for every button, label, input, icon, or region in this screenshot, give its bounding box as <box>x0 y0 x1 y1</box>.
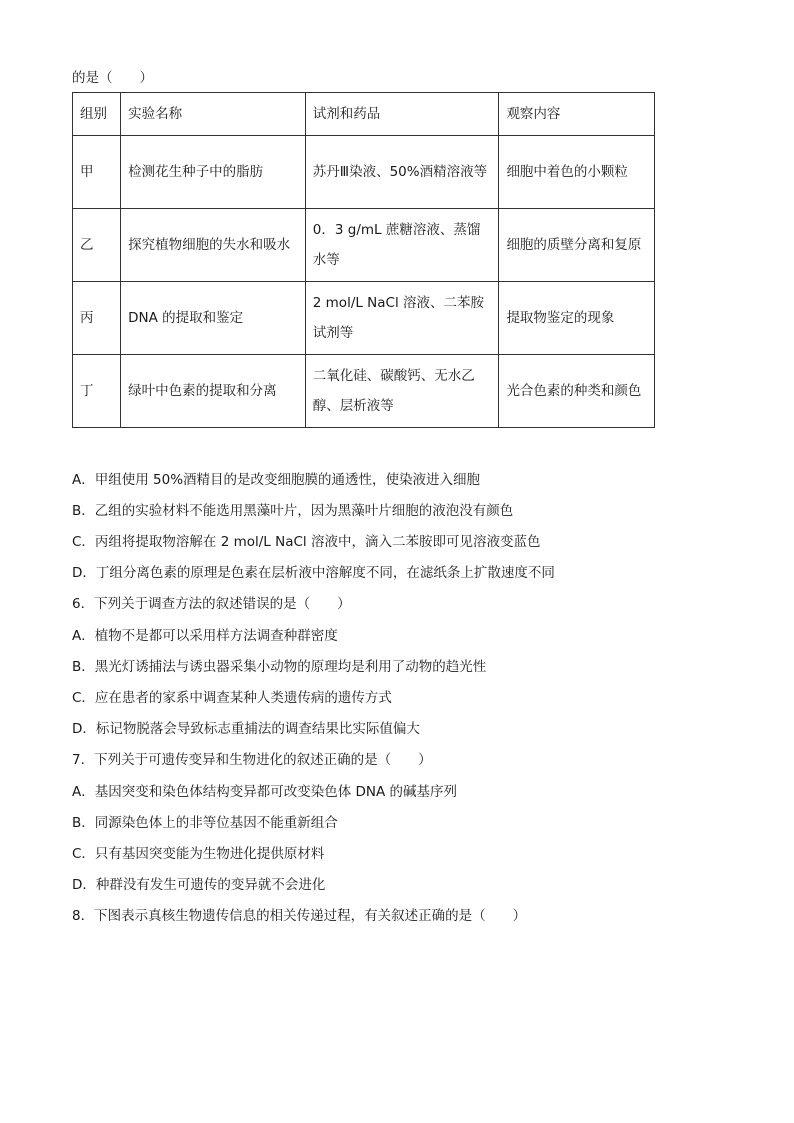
header-observation: 观察内容 <box>499 93 655 136</box>
table-cell: 细胞的质壁分离和复原 <box>499 209 655 282</box>
table-cell: 检测花生种子中的脂肪 <box>121 136 306 209</box>
table-cell: 绿叶中色素的提取和分离 <box>121 355 306 428</box>
table-cell: 提取物鉴定的现象 <box>499 282 655 355</box>
q6-option-b: B．黑光灯诱捕法与诱虫器采集小动物的原理均是利用了动物的趋光性 <box>72 659 487 675</box>
q7-option-a: A．基因突变和染色体结构变异都可改变染色体 DNA 的碱基序列 <box>72 784 458 800</box>
experiment-table <box>72 92 655 428</box>
q5-option-d: D．丁组分离色素的原理是色素在层析液中溶解度不同，在滤纸条上扩散速度不同 <box>72 565 555 581</box>
q6-option-c: C．应在患者的家系中调查某种人类遗传病的遗传方式 <box>72 690 392 706</box>
question-5-stem-tail: 的是（ ） <box>72 70 153 86</box>
table-cell: 细胞中着色的小颗粒 <box>499 136 655 209</box>
q7-option-d: D．种群没有发生可遗传的变异就不会进化 <box>72 877 326 893</box>
table-cell: 二氧化硅、碳酸钙、无水乙醇、层析液等 <box>305 355 499 428</box>
table-cell: 2 mol/L NaCl 溶液、二苯胺试剂等 <box>305 282 499 355</box>
table-cell: 甲 <box>73 136 121 209</box>
table-row <box>73 136 655 209</box>
table-row <box>73 209 655 282</box>
q7-option-c: C．只有基因突变能为生物进化提供原材料 <box>72 846 325 862</box>
table-header-row <box>73 93 655 136</box>
header-reagents: 试剂和药品 <box>305 93 499 136</box>
header-group: 组别 <box>73 93 121 136</box>
table-cell: 丁 <box>73 355 121 428</box>
q6-stem: 6．下列关于调查方法的叙述错误的是（ ） <box>72 596 351 612</box>
q5-option-a: A．甲组使用 50%酒精目的是改变细胞膜的通透性，使染液进入细胞 <box>72 472 481 488</box>
q7-option-b: B．同源染色体上的非等位基因不能重新组合 <box>72 815 338 831</box>
q5-option-b: B．乙组的实验材料不能选用黑藻叶片，因为黑藻叶片细胞的液泡没有颜色 <box>72 503 514 519</box>
q7-stem: 7．下列关于可遗传变异和生物进化的叙述正确的是（ ） <box>72 752 432 768</box>
q6-option-a: A．植物不是都可以采用样方法调查种群密度 <box>72 628 338 644</box>
table-cell: 丙 <box>73 282 121 355</box>
q8-stem: 8．下图表示真核生物遗传信息的相关传递过程，有关叙述正确的是（ ） <box>72 908 527 924</box>
q5-option-c: C．丙组将提取物溶解在 2 mol/L NaCl 溶液中，滴入二苯胺即可见溶液变蓝色 <box>72 534 541 550</box>
table-cell: 光合色素的种类和颜色 <box>499 355 655 428</box>
table-cell: 探究植物细胞的失水和吸水 <box>121 209 306 282</box>
header-experiment: 实验名称 <box>121 93 306 136</box>
q6-option-d: D．标记物脱落会导致标志重捕法的调查结果比实际值偏大 <box>72 721 420 737</box>
table-row <box>73 282 655 355</box>
table-cell: DNA 的提取和鉴定 <box>121 282 306 355</box>
table-cell: 0．3 g/mL 蔗糖溶液、蒸馏水等 <box>305 209 499 282</box>
table-cell: 乙 <box>73 209 121 282</box>
table-cell: 苏丹Ⅲ染液、50%酒精溶液等 <box>305 136 499 209</box>
table-row <box>73 355 655 428</box>
